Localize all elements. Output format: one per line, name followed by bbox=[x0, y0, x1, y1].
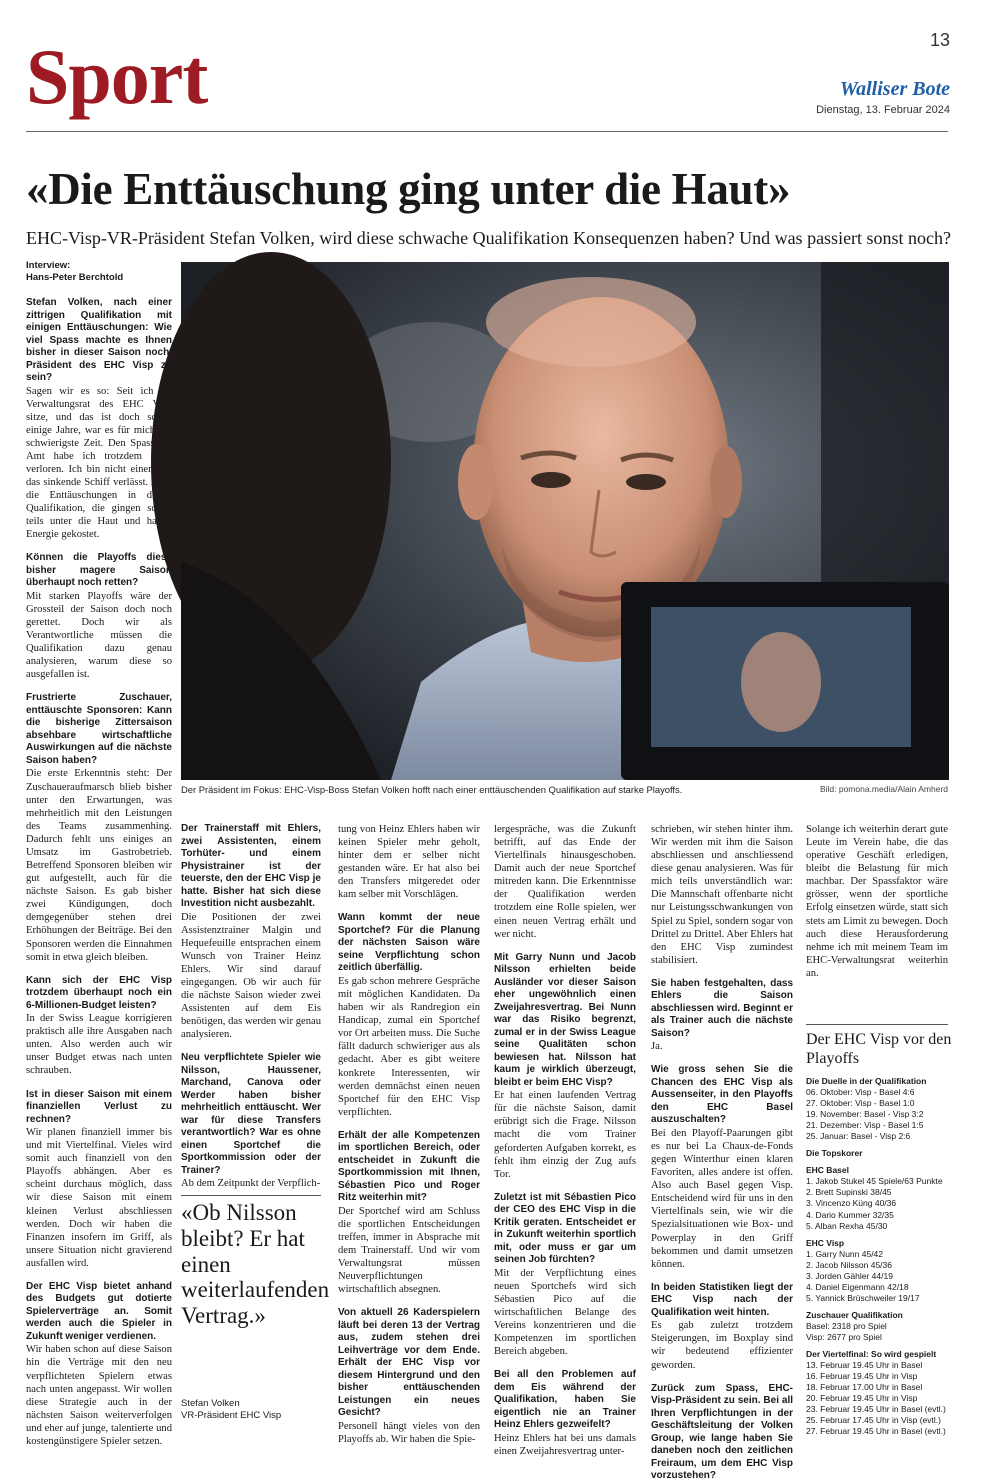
byline-name: Hans-Peter Berchtold bbox=[26, 272, 124, 284]
byline-label: Interview: bbox=[26, 260, 71, 271]
interview-answer: Sagen wir es so: Seit ich im Verwaltungsrat des EHC Visp sitze, und das ist doch schon einige Jahre, war es für mich die schwierigste Zeit. Den Spass am Amt habe ich trotzdem nicht verloren. Ich bin nicht einer, der das sinkende Schiff verlässt. Aber die Enttäuschungen in dieser Qualifikation, die gingen schon teils unter die Haut und haben Energie gekostet. bbox=[26, 385, 172, 541]
interview-question: Bei all den Problemen auf dem Eis während der Qualifikation, haben Sie eigentlich nie an Trainer Heinz Ehlers gezweifelt? bbox=[494, 1369, 636, 1431]
infobox-heading: EHC Visp bbox=[806, 1237, 845, 1248]
infobox-line: 25. Januar: Basel - Visp 2:6 bbox=[806, 1131, 911, 1142]
article-column-5 bbox=[651, 823, 793, 1482]
paragraph bbox=[651, 823, 793, 967]
interview-question: Ist in dieser Saison mit einem finanziellen Verlust zu rechnen? bbox=[26, 1088, 172, 1125]
interview-question: Kann sich der EHC Visp trotzdem überhaupt noch ein 6-Millionen-Budget leisten? bbox=[26, 974, 172, 1011]
portrait-illustration bbox=[181, 262, 949, 780]
pull-quote: «Ob Nilsson bleibt? Er hat einen weiterlaufenden Vertrag.» bbox=[181, 1200, 330, 1328]
infobox-line: 3. Vincenzo Küng 40/36 bbox=[806, 1198, 897, 1209]
infobox-line: 4. Dario Kummer 32/35 bbox=[806, 1209, 894, 1220]
infobox-line: 1. Jakob Stukel 45 Spiele/63 Punkte bbox=[806, 1176, 943, 1187]
interview-question: Der EHC Visp bietet anhand des Budgets gut dotierte Spielerverträge an. Somit werden auch die Spieler in Zukunft weniger verdienen. bbox=[26, 1280, 172, 1342]
interview-answer: schrieben, wir stehen hinter ihm. Wir werden mit ihm die Saison abschliessen und anschliessend diese genau analysieren. Was für mich teils unverständlich war: Die Mannschaft offenbarte nicht nur Leistungsschwankungen von Spiel zu Spiel, sondern sogar von Drittel zu Drittel. Aber Ehlers hat den EHC Visp zumindest stabilisiert. bbox=[651, 824, 793, 966]
interview-answer: Personell hängt vieles von den Playoffs ab. Wir haben die Spie- bbox=[338, 1420, 480, 1445]
article-photo bbox=[181, 262, 949, 780]
interview-answer: Der Sportchef wird am Schluss die sportlichen Entscheidungen treffen, immer in Absprache mit dem Trainerstaff. Und wir vom Verwaltungsrat müssen Neuverpflichtungen wirtschaftlich absegnen. bbox=[338, 1205, 480, 1296]
header-divider bbox=[26, 131, 948, 132]
issue-date: Dienstag, 13. Februar 2024 bbox=[816, 104, 950, 116]
subheadline: EHC-Visp-VR-Präsident Stefan Volken, wird diese schwache Qualifikation Konsequenzen haben? Und was passiert sonst noch? bbox=[26, 228, 952, 248]
interview-answer: lergespräche, was die Zukunft betrifft, auf das Ende der Viertelfinals hinausgeschoben. Damit auch der neue Sportchef mitreden kann. Die Erkenntnisse der Qualifikation werden trotzdem eine Rolle spielen, wer einen neuen Vertrag erhält und wer nicht. bbox=[494, 824, 636, 940]
infobox-line: 18. Februar 17.00 Uhr in Basel bbox=[806, 1382, 923, 1393]
infobox-line: Visp: 2677 pro Spiel bbox=[806, 1331, 882, 1342]
interview-question: Wann kommt der neue Sportchef? Für die Planung der nächsten Saison wäre seine Verpflichtung schon zeitlich überfällig. bbox=[338, 912, 480, 974]
interview-answer: Er hat einen laufenden Vertrag für die nächste Saison, damit erübrigt sich die Frage. Nilsson macht die vom Trainer geforderten Aufgaben korrekt, es fehlt ihm einzig der Zug aufs Tor. bbox=[494, 1090, 636, 1180]
interview-question: Stefan Volken, nach einer zittrigen Qualifikation mit einigen Enttäuschungen: Wie viel Spass machte es Ihnen bisher in dieser Saison noch, Präsident des EHC Visp zu sein? bbox=[26, 297, 172, 383]
paragraph bbox=[806, 823, 948, 980]
infobox-line: 23. Februar 19.45 Uhr in Basel (evtl.) bbox=[806, 1404, 946, 1415]
interview-answer: Heinz Ehlers hat bei uns damals einen Zweijahresvertrag unter- bbox=[494, 1432, 636, 1457]
interview-answer: tung von Heinz Ehlers haben wir keinen Spieler mehr geholt, hinter dem er selber nicht gestanden wäre. Er hat also bei den Transfers mitgeredet oder kam selber mit Vorschlägen. bbox=[338, 824, 480, 901]
paragraph bbox=[181, 823, 321, 1041]
interview-answer: Wir planen finanziell immer bis und mit Viertelfinal. Vieles wird somit auch finanziell von den Playoffs abhängen. Aber es scheint durchaus möglich, dass wir diese Saison mit einem kleinen Verlust abschliessen werden. Doch wir haben die Finanzen insofern im Griff, als unsere Situation nicht gravierend ausfallen wird. bbox=[26, 1127, 172, 1269]
interview-question: Zuletzt ist mit Sébastien Pico der CEO des EHC Visp in die Kritik geraten. Entscheidet er in Zukunft weiterhin sportlich mit, oder muss er gar um seinen Job fürchten? bbox=[494, 1191, 636, 1266]
paragraph bbox=[26, 692, 172, 963]
paragraph bbox=[26, 1281, 172, 1448]
paragraph bbox=[338, 1307, 480, 1446]
infobox-line: 2. Jacob Nilsson 45/36 bbox=[806, 1259, 892, 1270]
interview-question: In beiden Statistiken liegt der EHC Visp nach der Qualifikation weit hinten. bbox=[651, 1281, 793, 1318]
interview-answer: Wir haben schon auf diese Saison hin die Verträge mit den neu verpflichteten Spielern etwas nach unten angepasst. Wir wollen diese Strategie auch in der nächsten Saison weiterverfolgen und eher auf junge, talentierte und kostengünstigere Spieler setzen. bbox=[26, 1344, 172, 1447]
infobox-line: 13. Februar 19.45 Uhr in Basel bbox=[806, 1360, 923, 1371]
interview-answer: Ja. bbox=[651, 1041, 663, 1053]
infobox bbox=[806, 1076, 956, 1437]
paragraph bbox=[26, 1089, 172, 1270]
infobox-line: Basel: 2318 pro Spiel bbox=[806, 1320, 887, 1331]
paragraph bbox=[651, 978, 793, 1054]
infobox-heading: Zuschauer Qualifikation bbox=[806, 1309, 903, 1320]
paragraph bbox=[338, 823, 480, 901]
photo-caption: Der Präsident im Fokus: EHC-Visp-Boss Stefan Volken hofft nach einer enttäuschenden Qualifikation auf starke Playoffs. bbox=[181, 784, 683, 795]
interview-question: Wie gross sehen Sie die Chancen des EHC Visp als Aussenseiter, in den Playoffs den EHC Basel auszuschalten? bbox=[651, 1064, 793, 1126]
infobox-line: 4. Daniel Eigenmann 42/18 bbox=[806, 1281, 909, 1292]
article-column-2 bbox=[181, 823, 321, 1190]
paragraph bbox=[26, 297, 172, 541]
interview-answer: Es gab schon mehrere Gespräche mit möglichen Kandidaten. Da haben wir als Randregion ein Handicap, zumal ein Sportchef vor Ort arbeiten muss. Die Suche fällt dadurch schwieriger aus als gedacht. Aber es gibt weitere konkrete Interessenten, wir werden demnächst einen neuen Sportchef für den EHC Visp verpflichten. bbox=[338, 975, 480, 1118]
pullquote-rule bbox=[181, 1195, 321, 1196]
pullquote-role: VR-Präsident EHC Visp bbox=[181, 1410, 282, 1422]
interview-question: Können die Playoffs diese bisher magere Saison überhaupt noch retten? bbox=[26, 552, 172, 589]
photo-credit: Bild: pomona.media/Alain Amherd bbox=[819, 784, 948, 794]
section-title: Sport bbox=[26, 33, 208, 120]
infobox-line: 19. November: Basel - Visp 3:2 bbox=[806, 1109, 924, 1120]
paragraph bbox=[494, 1192, 636, 1359]
interview-answer: Die Positionen der zwei Assistenztrainer Malgin und Hequefeuille entsprachen einem Wunsch von Trainer Heinz Ehlers. Wir sind darauf eingegangen. Ob wir auch für die nächste Saison wieder zwei Assistenten auf dem Eis benötigen, das werden wir genau analysieren. bbox=[181, 911, 321, 1041]
interview-question: Zurück zum Spass, EHC-Visp-Präsident zu sein. Bei all Ihren Verpflichtungen in der Geschäftsleitung der Volken Group, wie lange haben Sie daneben noch den zeitlichen Freiraum, um dem EHC Visp vorzustehen? bbox=[651, 1382, 793, 1482]
interview-question: Neu verpflichtete Spieler wie Nilsson, Haussener, Marchand, Canova oder Werder haben bisher mehrheitlich enttäuscht. Wer war für diese Transfers verantwortlich? War es ohne einen Sportchef die Sportkommission oder der Trainer? bbox=[181, 1052, 321, 1176]
interview-question: Frustrierte Zuschauer, enttäuschte Sponsoren: Kann die bisherige Zittersaison absehbare wirtschaftliche Auswirkungen auf die nächste Saison haben? bbox=[26, 692, 172, 766]
paragraph bbox=[494, 1369, 636, 1458]
infobox-line: 06. Oktober: Visp - Basel 4:6 bbox=[806, 1087, 915, 1098]
interview-question: Sie haben festgehalten, dass Ehlers die Saison abschliessen wird. Beginnt er als Trainer auch die nächste Saison? bbox=[651, 977, 793, 1039]
infobox-line: 2. Brett Supinski 38/45 bbox=[806, 1187, 892, 1198]
interview-question: Der Trainerstaff mit Ehlers, zwei Assistenten, einem Torhüter- und einem Physistrainer ist der teuerste, den der EHC Visp je hatte. Bisher hat sich diese Investition nicht ausbezahlt. bbox=[181, 823, 321, 909]
byline bbox=[26, 260, 176, 285]
interview-answer: Mit der Verpflichtung eines neuen Sportchefs wird sich Sébastien Pico auf die wirtschaftlichen Belange des Vereins konzentrieren und die Kompetenzen im sportlichen Bereich abgeben. bbox=[494, 1267, 636, 1358]
article-column-6 bbox=[806, 823, 948, 1008]
infobox-line: 5. Yannick Brüschweiler 19/17 bbox=[806, 1292, 920, 1303]
paragraph bbox=[651, 1383, 793, 1483]
infobox-line: 20. Februar 19.45 Uhr in Visp bbox=[806, 1393, 918, 1404]
page-number: 13 bbox=[930, 30, 951, 50]
interview-question: Von aktuell 26 Kaderspielern läuft bei deren 13 der Vertrag aus, zudem stehen drei Leihverträge vor dem Ende. Erhält der EHC Visp vor diesem Hintergrund und den bisher enttäuschenden Leistungen ein neues Gesicht? bbox=[338, 1307, 480, 1419]
infobox-rule bbox=[806, 1024, 948, 1025]
paragraph bbox=[338, 1130, 480, 1297]
interview-answer: Es gab zuletzt trotzdem Steigerungen, im Boxplay sind wir bedeutend effizienter geworden. bbox=[651, 1320, 793, 1371]
headline: «Die Enttäuschung ging unter die Haut» bbox=[26, 164, 791, 214]
pullquote-name: Stefan Volken bbox=[181, 1398, 240, 1409]
infobox-line: 1. Garry Nunn 45/42 bbox=[806, 1248, 884, 1259]
paragraph bbox=[26, 975, 172, 1078]
infobox-heading: EHC Basel bbox=[806, 1165, 849, 1176]
interview-answer: In der Swiss League korrigieren praktisch alle ihre Ausgaben nach unten. Also werden auch wir unser Budget etwas nach unten schrauben. bbox=[26, 1013, 172, 1077]
infobox-heading: Der Viertelfinal: So wird gespielt bbox=[806, 1349, 937, 1360]
infobox-line: 16. Februar 19.45 Uhr in Visp bbox=[806, 1371, 918, 1382]
interview-answer: Bei den Playoff-Paarungen gibt es nur bei La Chaux-de-Fonds gegen Winterthur einen klaren Favoriten, alles andere ist offen. Also auch Basel gegen Visp. Entscheidend wird für uns in den Viertelfinals sein, wie wir die Spezialsituationen wie Box- und Powerplay in den Griff bekommen und damit umsetzen können. bbox=[651, 1127, 793, 1270]
paragraph bbox=[494, 823, 636, 941]
article-column-1 bbox=[26, 297, 172, 1447]
infobox-line: 27. Oktober: Visp - Basel 1:0 bbox=[806, 1098, 915, 1109]
paragraph bbox=[651, 1282, 793, 1372]
newspaper-logo: Walliser Bote bbox=[839, 78, 950, 100]
pullquote-attribution bbox=[181, 1398, 321, 1423]
interview-answer: Solange ich weiterhin derart gute Leute im Verein habe, die das operative Geschäft erledigen, bleibt die Belastung für mich machbar. Der Spassfaktor wäre grösser, wenn der sportliche Erfolg einsetzen würde, statt sich stets am Limit zu bewegen. Doch auch diese Herausforderung nehme ich mit meinem Team im EHC-Verwaltungsrat weiterhin an. bbox=[806, 824, 948, 979]
infobox-heading: Die Duelle in der Qualifikation bbox=[806, 1076, 927, 1086]
interview-question: Mit Garry Nunn und Jacob Nilsson erhielten beide Ausländer vor dieser Saison eher ungewöhnlich einen Zweijahresvertrag. Bei Nunn war das Risiko begrenzt, zumal er in der Swiss League seine Qualitäten schon bewiesen hat. Nilsson hat kaum je wirklich überzeugt, bleibt er beim EHC Visp? bbox=[494, 951, 636, 1088]
infobox-line: 3. Jorden Gähler 44/19 bbox=[806, 1270, 893, 1281]
infobox-title: Der EHC Visp vor den Playoffs bbox=[806, 1031, 952, 1068]
paragraph bbox=[26, 552, 172, 681]
infobox-line: 21. Dezember: Visp - Basel 1:5 bbox=[806, 1120, 924, 1131]
article-column-4 bbox=[494, 823, 636, 1457]
paragraph bbox=[338, 912, 480, 1118]
interview-answer: Mit starken Playoffs wäre der Grossteil der Saison doch noch gerettet. Doch wir als Verantwortliche müssen die Qualifikation dazu genau analysieren, warum diese so ausgefallen ist. bbox=[26, 590, 172, 681]
infobox-line: 27. Februar 19.45 Uhr in Basel (evtl.) bbox=[806, 1426, 946, 1437]
infobox-line: 25. Februar 17.45 Uhr in Visp (evtl.) bbox=[806, 1415, 941, 1426]
interview-answer: Ab dem Zeitpunkt der Verpflich- bbox=[181, 1178, 321, 1190]
infobox-heading: Die Topskorer bbox=[806, 1148, 863, 1159]
paragraph bbox=[651, 1064, 793, 1270]
interview-question: Erhält der alle Kompetenzen im sportlichen Bereich, oder entscheidet in Zukunft die Sportkommission mit Ihnen, Sébastien Pico und Roger Ritz weiterhin mit? bbox=[338, 1129, 480, 1204]
article-column-3 bbox=[338, 823, 480, 1443]
paragraph bbox=[181, 1052, 321, 1190]
infobox-line: 5. Alban Rexha 45/30 bbox=[806, 1220, 888, 1231]
paragraph bbox=[494, 952, 636, 1181]
interview-answer: Die erste Erkenntnis steht: Der Zuschaueraufmarsch blieb bisher unter den Erwartungen, was mehrheitlich mit den Leistungen des Teams zusammenhing. Dadurch fehlt uns einiges an Umsatz im Gastrobetrieb. Betreffend Sponsoren bleiben wir gut aufgestellt, auch für die nächste Saison. Es gab bisher zwei Kündigungen, doch demgegenüber stehen drei Erhöhungen der Beiträge. Bei den Sponsoren werden die Einnahmen somit in etwa gleich bleiben. bbox=[26, 768, 172, 963]
